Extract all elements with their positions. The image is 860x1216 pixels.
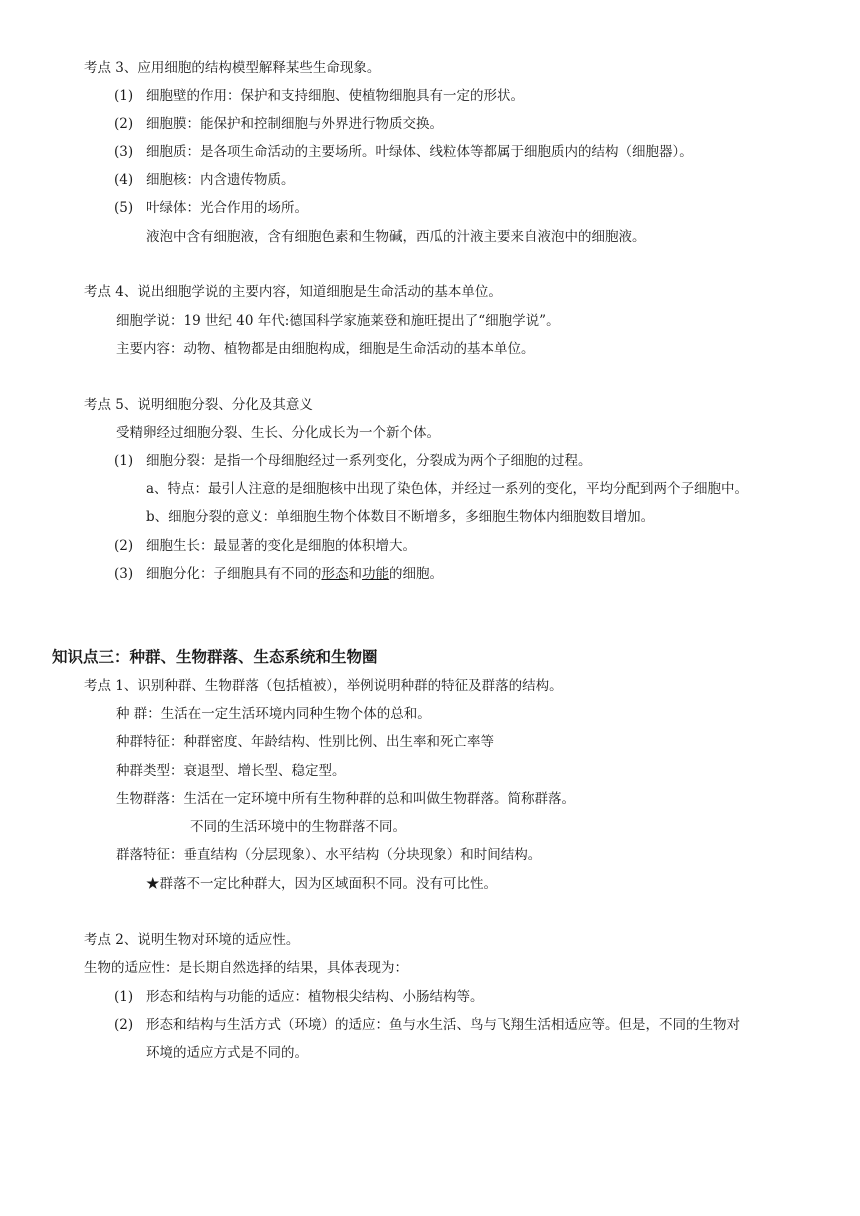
list-item <box>114 143 693 161</box>
item-text-pre: 细胞分化：子细胞具有不同的 <box>146 566 322 582</box>
item-text: 细胞分裂：是指一个母细胞经过一系列变化，分裂成为两个子细胞的过程。 <box>146 453 592 469</box>
list-item <box>114 1016 740 1034</box>
adaptability-intro: 生物的适应性：是长期自然选择的结果，具体表现为： <box>84 960 408 976</box>
item-text: 细胞壁的作用：保护和支持细胞、使植物细胞具有一定的形状。 <box>146 88 524 104</box>
community-features: 群落特征：垂直结构（分层现象）、水平结构（分块现象）和时间结构。 <box>116 847 542 863</box>
section-title-4: 考点 4、说出细胞学说的主要内容，知道细胞是生命活动的基本单位。 <box>84 284 502 300</box>
cell-theory-line: 细胞学说：19 世纪 40 年代:德国科学家施莱登和施旺提出了“细胞学说”。 <box>116 313 560 329</box>
list-item <box>114 115 443 133</box>
population-features: 种群特征：种群密度、年龄结构、性别比例、出生率和死亡率等 <box>116 734 494 750</box>
population-definition: 种 群：生活在一定生活环境内同种生物个体的总和。 <box>116 706 431 722</box>
item-number: (1) <box>114 989 134 1005</box>
underlined-term-morphology: 形态 <box>321 566 349 582</box>
section-title-5: 考点 5、说明细胞分裂、分化及其意义 <box>84 397 313 413</box>
item-number: (3) <box>114 566 134 582</box>
k3-section-title-1: 考点 1、识别种群、生物群落（包括植被），举例说明种群的特征及群落的结构。 <box>84 678 563 694</box>
item-text: 细胞核：内含遗传物质。 <box>146 172 295 188</box>
item-text: 细胞生长：最显著的变化是细胞的体积增大。 <box>146 538 416 554</box>
item-text: 细胞质：是各项生命活动的主要场所。叶绿体、线粒体等都属于细胞质内的结构（细胞器）。 <box>146 144 693 160</box>
underlined-term-function: 功能 <box>362 566 389 582</box>
item-text: 细胞膜：能保护和控制细胞与外界进行物质交换。 <box>146 116 443 132</box>
item-number: (1) <box>114 453 134 469</box>
list-item <box>114 452 592 470</box>
item-text: 叶绿体：光合作用的场所。 <box>146 200 308 216</box>
item-text: 形态和结构与功能的适应：植物根尖结构、小肠结构等。 <box>146 989 484 1005</box>
item-number: (2) <box>114 1017 134 1033</box>
list-item <box>114 171 295 189</box>
intro-text: 受精卵经过细胞分裂、生长、分化成长为一个新个体。 <box>116 425 440 441</box>
item-number: (3) <box>114 144 134 160</box>
note-text: 液泡中含有细胞液，含有细胞色素和生物碱，西瓜的汁液主要来自液泡中的细胞液。 <box>146 229 646 245</box>
item-number: (4) <box>114 172 134 188</box>
community-definition: 生物群落：生活在一定环境中所有生物种群的总和叫做生物群落。简称群落。 <box>116 791 575 807</box>
item-number: (2) <box>114 116 134 132</box>
list-item <box>114 565 443 583</box>
item-text: 形态和结构与生活方式（环境）的适应：鱼与水生活、鸟与飞翔生活相适应等。但是，不同的生物对 <box>146 1017 740 1033</box>
item-number: (1) <box>114 88 134 104</box>
sub-item-b: b、细胞分裂的意义：单细胞生物个体数目不断增多，多细胞生物体内细胞数目增加。 <box>146 509 655 525</box>
item-number: (5) <box>114 200 134 216</box>
item-continuation: 环境的适应方式是不同的。 <box>146 1045 308 1061</box>
item-text-post: 的细胞。 <box>389 566 443 582</box>
list-item <box>114 199 308 217</box>
list-item <box>114 988 484 1006</box>
main-content-line: 主要内容：动物、植物都是由细胞构成，细胞是生命活动的基本单位。 <box>116 341 535 357</box>
community-note: 不同的生活环境中的生物群落不同。 <box>190 819 406 835</box>
section-title-3: 考点 3、应用细胞的结构模型解释某些生命现象。 <box>84 60 381 76</box>
population-types: 种群类型：衰退型、增长型、稳定型。 <box>116 763 346 779</box>
list-item <box>114 87 524 105</box>
sub-item-a: a、特点：最引人注意的是细胞核中出现了染色体，并经过一系列的变化，平均分配到两个子细胞中。 <box>146 481 749 497</box>
item-text-mid: 和 <box>348 566 362 582</box>
list-item <box>114 537 416 555</box>
star-note: ★群落不一定比种群大，因为区域面积不同。没有可比性。 <box>146 876 497 892</box>
knowledge-point-heading: 知识点三：种群、生物群落、生态系统和生物圈 <box>52 648 378 666</box>
k3-section-title-2: 考点 2、说明生物对环境的适应性。 <box>84 932 300 948</box>
item-number: (2) <box>114 538 134 554</box>
